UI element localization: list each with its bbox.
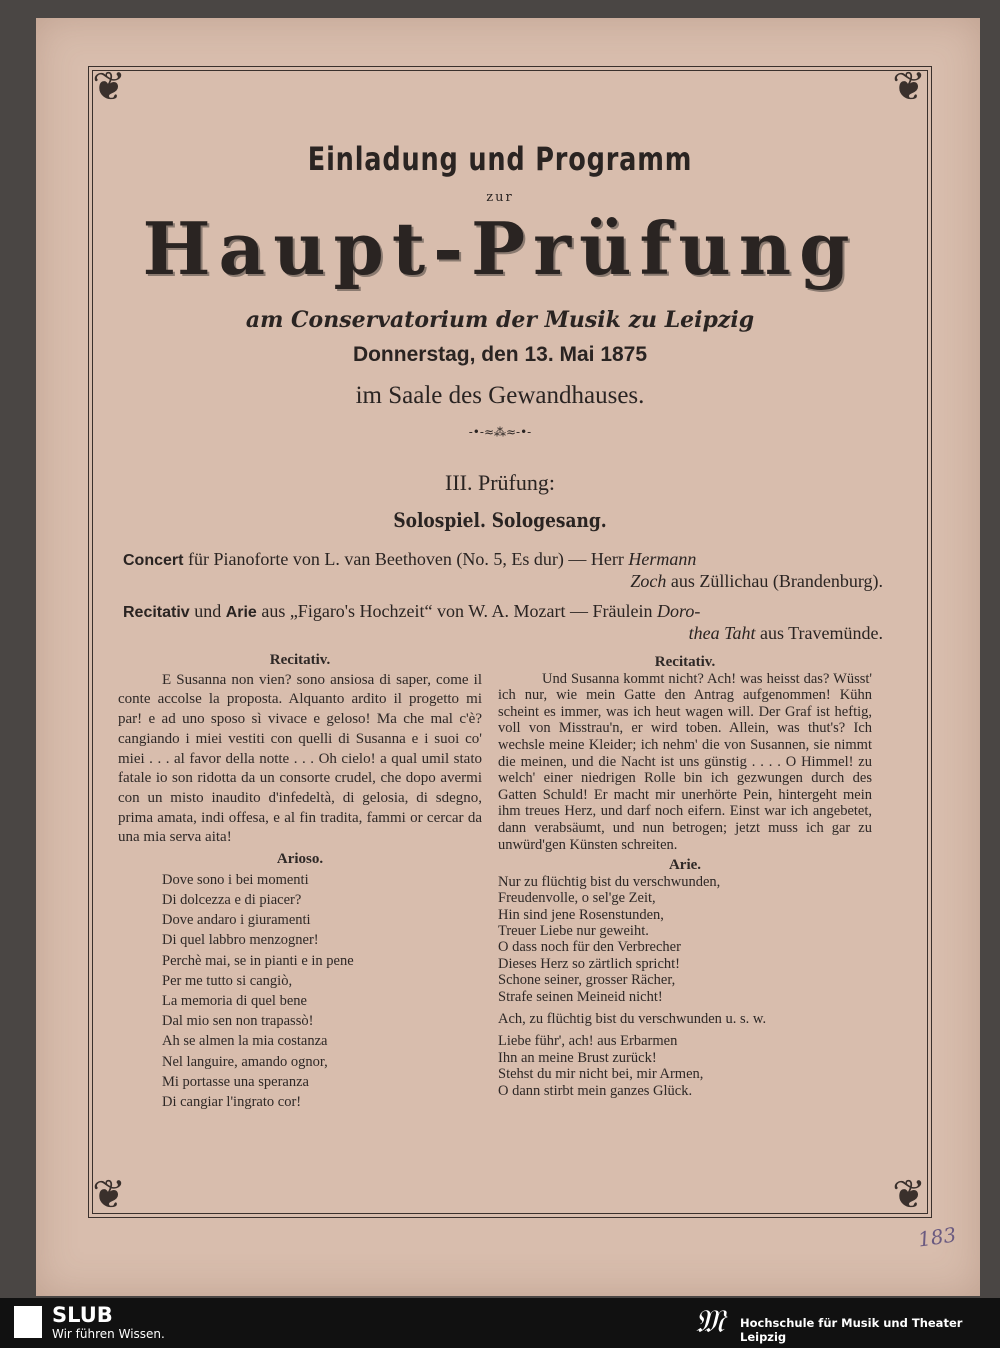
section-subtitle: Solospiel. Sologesang. [393, 508, 607, 532]
program-item-concert: Concert für Pianoforte von L. van Beethoven (No. 5, Es dur) — Herr Hermann Zoch aus Züllichau (Brandenburg). [123, 549, 883, 591]
arioso-verses: Dove sono i bei momenti Di dolcezza e di piacer? Dove andaro i giuramenti Di quel labbro menzogner! Perchè mai, se in pianti e in pene Per me tutto si cangiò, La memoria di quel bene Dal mio sen non trapassò! Ah se almen la mia costanza Nel languire, amando ognor, Mi portasse una speranza Di cangiar l'ingrato cor! [162, 871, 354, 1110]
arie-heading: Arie. [668, 857, 702, 874]
zur-text: zur [486, 190, 514, 205]
corner-ornament-icon: ❦ [892, 64, 926, 110]
main-title: Haupt-Prüfung [142, 206, 858, 291]
recitativ-heading-it: Recitativ. [269, 652, 331, 668]
hmt-logo-icon: 𝔐 [695, 1302, 725, 1340]
recitativ-heading-de: Recitativ. [654, 654, 716, 670]
slub-logo-icon [14, 1306, 42, 1338]
page-number-handwritten: 183 [916, 1222, 958, 1252]
corner-ornament-icon: ❦ [892, 1172, 926, 1218]
conservatory-line: am Conservatorium der Musik zu Leipzig [245, 307, 755, 333]
arioso-heading: Arioso. [276, 851, 324, 868]
corner-ornament-icon: ❦ [92, 1172, 126, 1218]
german-column [498, 654, 872, 1099]
corner-ornament-icon: ❦ [92, 64, 126, 110]
divider-ornament: -•-≈⁂≈-•- [468, 425, 532, 439]
arie-verses: Nur zu flüchtig bist du verschwunden, Freudenvolle, o sel'ge Zeit, Hin sind jene Rosenstunden, Treuer Liebe nur geweiht. O dass noch für den Verbrecher Dieses Herz so zärtlich spricht! Schone seiner, grosser Rächer, Strafe seinen Meineid nicht! Ach, zu flüchtig bist du verschwunden u. s. w. Liebe führ', ach! aus Erbarmen Ihn an meine Brust zurück! Stehst du mir nicht bei, mir Armen, O dann stirbt mein ganzes Glück. [498, 873, 767, 1099]
recitativ-text-de: Und Susanna kommt nicht? Ach! was heisst das? Wüsst' ich nur, wie mein Gatte den Antrag aufgenommen! Kühn scheint es immer, was ich heut wagen will. Der Graf ist heftig, voll von Misstrau'n, er wird toben. Allein, was thut's? Ich wechsle meine Kleider; ich nehm' die von Susannen, sie nimmt die meinen, und die Nacht ist uns günstig . . . . O Himmel! zu welch' einer niedrigen Rolle bin ich gezwungen durch des Gatten Schuld! Er macht mir unerhörte Pein, hintergeht mein ihm treues Herz, und darf noch eifern. Einst war ich angebetet, dann verabsäumt, und nun betrogen; jetzt muss ich gar zu unwürd'gen Künsten schreiten. [498, 670, 872, 853]
italian-column [118, 651, 482, 1112]
slub-tagline: Wir führen Wissen. [52, 1327, 165, 1341]
institution-name[interactable]: Hochschule für Musik und Theater Leipzig [740, 1316, 963, 1344]
program-item-aria: Recitativ und Arie aus „Figaro's Hochzeit“ von W. A. Mozart — Fräulein Doro- thea Taht aus Travemünde. [123, 601, 883, 643]
section-heading: III. Prüfung: [445, 470, 555, 495]
slub-logo-text[interactable]: SLUB [52, 1303, 113, 1327]
recitativ-text-it: E Susanna non vien? sono ansiosa di saper, come il conte accolse la proposta. Alquanto ardito il progetto mi par! e ad uno sposo sì vivace e geloso! Ma che mal c'è? cangiando i miei vestiti con quelli di Susanna e i suoi co' miei . . . al favor della notte . . . Oh cielo! a qual umil stato fatale io son ridotta da un consorte crudel, che dopo avermi con un misto inaudito d'infedeltà, di gelosia, di sdegno, prima amata, indi offesa, e al fin tradita, fammi or cercar da una mia serva aita! [118, 671, 482, 846]
date-line: Donnerstag, den 13. Mai 1875 [352, 343, 648, 366]
invitation-heading: Einladung und Programm [307, 140, 693, 178]
footer-bar [0, 1298, 1000, 1348]
venue-line: im Saale des Gewandhauses. [355, 382, 645, 409]
